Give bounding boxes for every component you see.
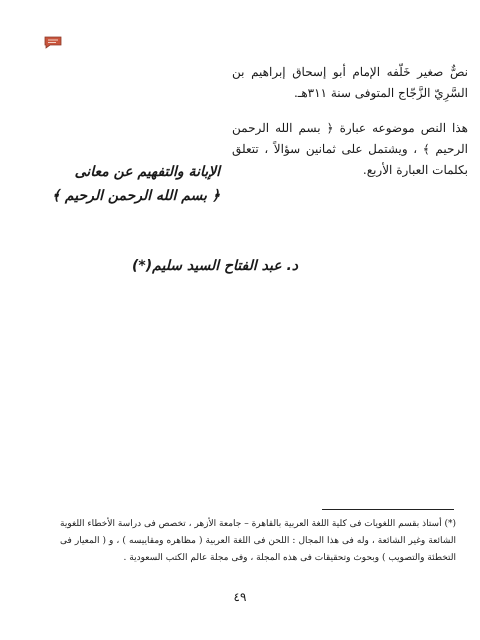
intro-paragraph-1: نصٌّ صغير خَلّفه الإمام أبو إسحاق إبراهيم بن السَّرِيّ الزَّجّاج المتوفى سنة ٣١١هـ. xyxy=(232,65,468,100)
comment-icon[interactable] xyxy=(44,36,62,49)
article-title xyxy=(0,160,220,208)
footnote-text: (*) أستاذ بقسم اللغويات فى كلية اللغة العربية بالقاهرة – جامعة الأزهر ، تخصص فى دراسة الأخطاء اللغوية الشائعة وغير الشائعة ، وله فى هذا المجال : اللحن فى اللغة العربية ( مظاهره ومقاييسه ) ، و ( المعيار فى التخطئة والتصويب ) وبحوث وتحقيقات فى هذه المجلة ، وفى مجلة عالم الكتب السعودية . xyxy=(60,519,456,563)
author-name: د. عبد الفتاح السيد سليم(*) xyxy=(132,258,298,274)
title-line-2: ﴿ بسم الله الرحمن الرحيم ﴾ xyxy=(51,188,220,204)
intro-paragraph-2: هذا النص موضوعه عبارة ﴿ بسم الله الرحمن الرحيم ﴾ ، ويشتمل على ثمانين سؤالاً ، تتعلق بكلمات العبارة الأربع. xyxy=(232,121,468,177)
footnote-divider xyxy=(322,509,454,510)
footnote xyxy=(60,516,456,567)
page-number: ٤٩ xyxy=(233,590,247,604)
title-line-1: الإبانة والتفهيم عن معانى xyxy=(74,164,220,180)
intro-text xyxy=(232,62,468,181)
